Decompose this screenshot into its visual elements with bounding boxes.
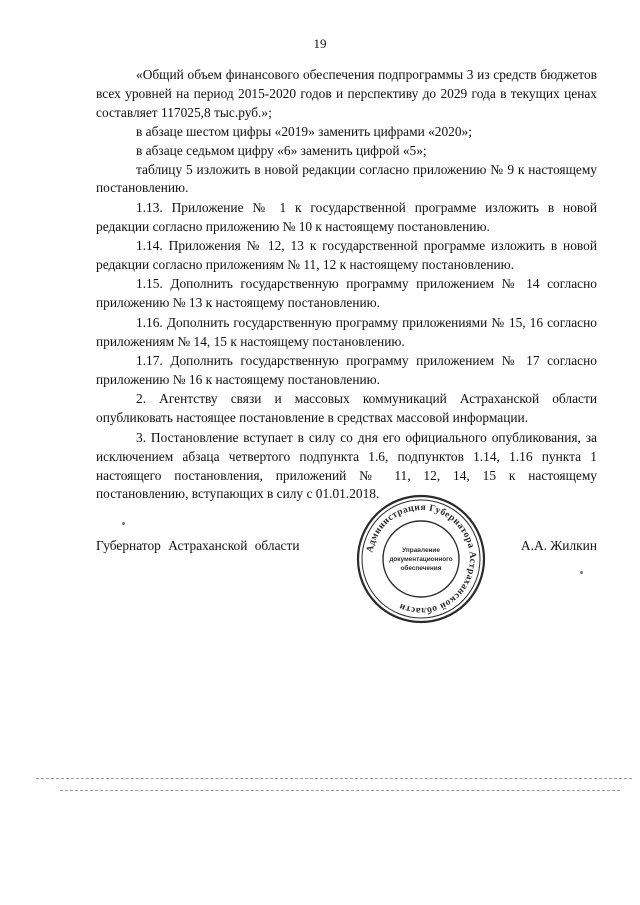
document-body: [96, 66, 597, 504]
signatory-title: Губернатор Астраханской области: [96, 538, 300, 553]
paragraph: 1.17. Дополнить государственную программу приложением № 17 согласно приложению № 16 к настоящему постановлению.: [96, 353, 597, 387]
svg-text:обеспечения: обеспечения: [400, 565, 442, 572]
scan-artifact-line: [60, 790, 620, 791]
paragraph: 2. Агентству связи и массовых коммуникаций Астраханской области опубликовать настоящее постановление в средствах массовой информации.: [96, 391, 597, 426]
paragraph: в абзаце седьмом цифру «6» заменить цифрой «5»;: [136, 142, 427, 158]
paragraph: 1.13. Приложение № 1 к государственной программе изложить в новой редакции согласно приложению № 10 к настоящему постановлению.: [96, 199, 597, 234]
svg-text:Управление: Управление: [402, 547, 440, 554]
signature-block: [96, 538, 597, 558]
signatory-name: А.А. Жилкин: [520, 538, 597, 553]
paragraph: в абзаце шестом цифры «2019» заменить цифрами «2020»;: [136, 123, 472, 139]
scan-artifact-line: [36, 778, 632, 779]
paragraph: 1.14. Приложения № 12, 13 к государственной программе изложить в новой редакции согласно приложениям № 11, 12 к настоящему постановлению.: [96, 238, 597, 273]
scan-artifact-dot: [122, 522, 125, 525]
seal-ring-text: Администрация Губернатора Астраханской области: [364, 501, 479, 617]
page-number: 19: [313, 36, 327, 51]
paragraph: «Общий объем финансового обеспечения подпрограммы 3 из средств бюджетов всех уровней на период 2015-2020 годов и перспективу до 2029 года в текущих ценах составляет 117025,8 тыс.руб.»;: [96, 67, 597, 120]
paragraph: 1.15. Дополнить государственную программу приложением № 14 согласно приложению № 13 к настоящему постановлению.: [96, 276, 597, 311]
paragraph: 3. Постановление вступает в силу со дня его официального опубликования, за исключением абзаца четвертого подпункта 1.6, подпунктов 1.14, 1.16 пункта 1 настоящего постановления, приложений № 11, 12, 14, 15 к настоящему постановлению, вступающих в силу с 01.01.2018.: [96, 429, 597, 502]
paragraph: 1.16. Дополнить государственную программу приложениями № 15, 16 согласно приложениям № 14, 15 к настоящему постановлению.: [96, 314, 597, 349]
official-seal: [354, 492, 488, 626]
paragraph: таблицу 5 изложить в новой редакции согласно приложению № 9 к настоящему постановлению.: [96, 161, 597, 196]
svg-text:документационного: документационного: [389, 556, 453, 563]
scan-artifact-dot: [580, 571, 583, 574]
